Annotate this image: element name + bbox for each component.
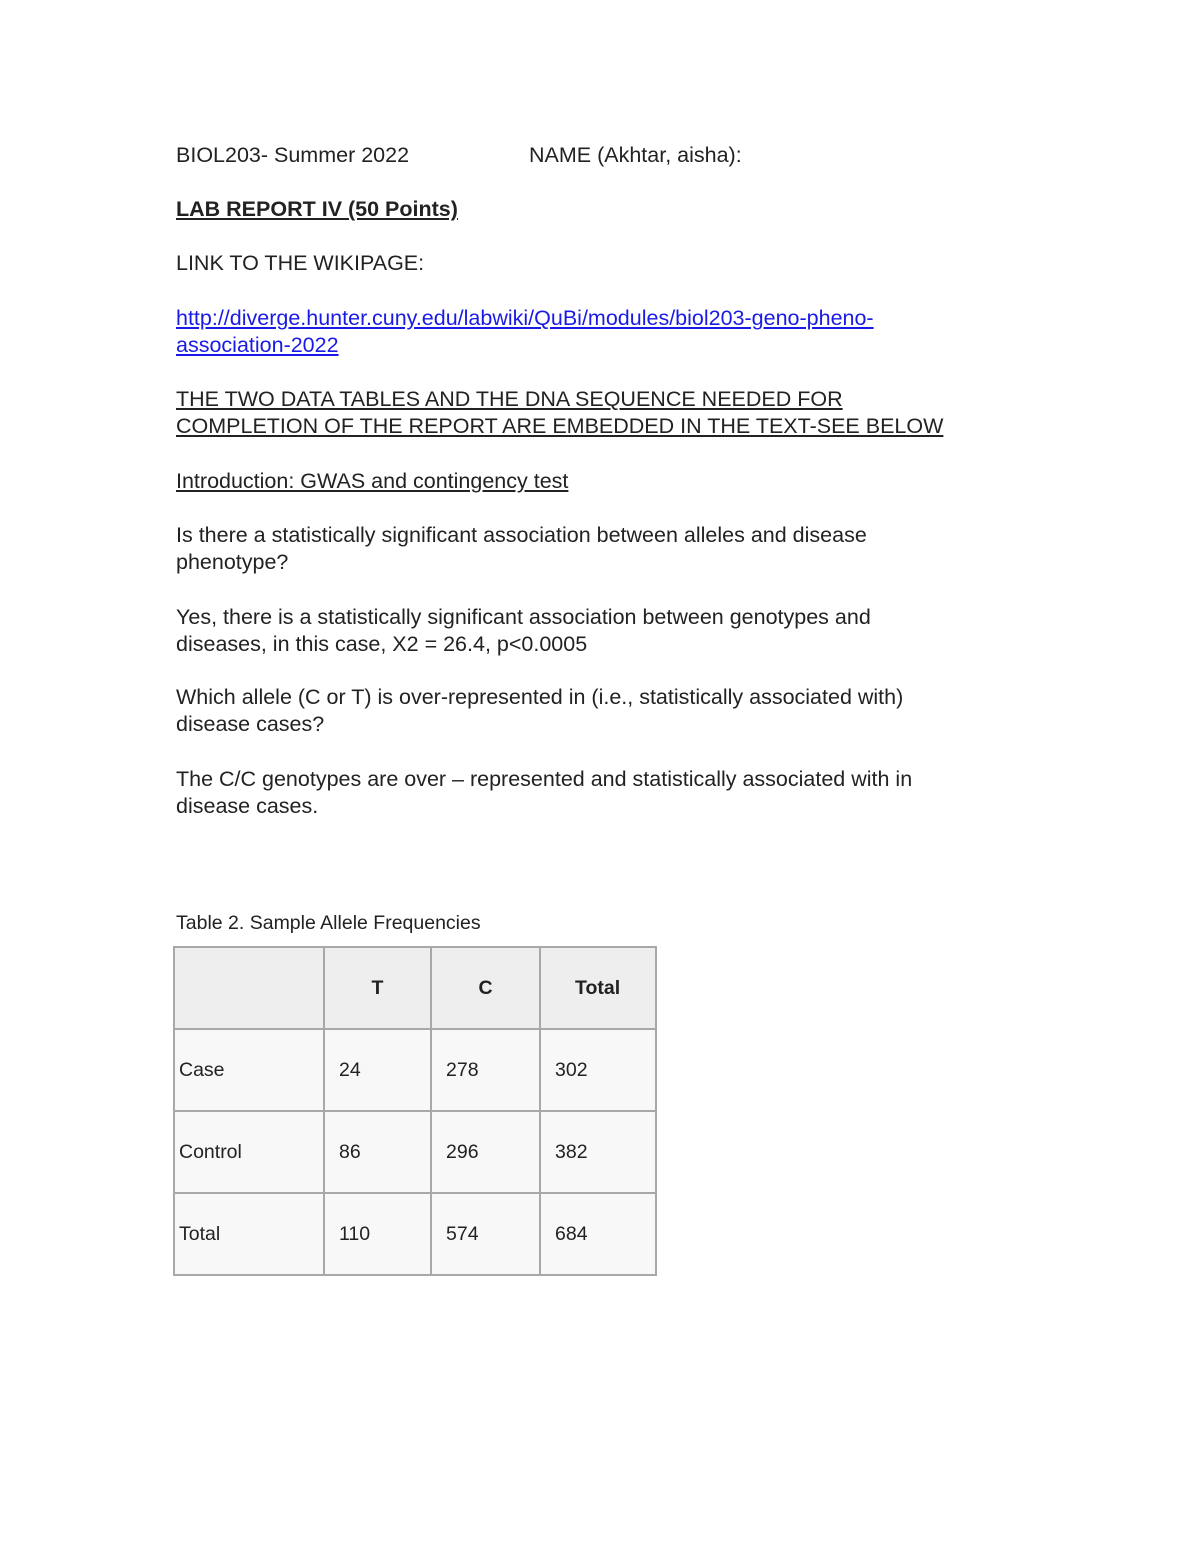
header-cell-total: Total — [540, 947, 656, 1029]
answer-2-line-2: disease cases. — [176, 794, 319, 818]
cell-c: 574 — [431, 1193, 540, 1275]
link-label: LINK TO THE WIKIPAGE: — [176, 251, 425, 275]
cell-c: 278 — [431, 1029, 540, 1111]
cell-t: 86 — [324, 1111, 431, 1193]
intro-heading: Introduction: GWAS and contingency test — [176, 469, 569, 493]
cell-total: 302 — [540, 1029, 656, 1111]
cell-c: 296 — [431, 1111, 540, 1193]
question-2-line-1: Which allele (C or T) is over-represented in (i.e., statistically associated with) — [176, 685, 904, 709]
row-label: Total — [174, 1193, 324, 1275]
report-title: LAB REPORT IV (50 Points) — [176, 197, 458, 221]
answer-1-line-2: diseases, in this case, X2 = 26.4, p<0.0005 — [176, 632, 588, 656]
notice-line-1: THE TWO DATA TABLES AND THE DNA SEQUENCE NEEDED FOR — [176, 387, 843, 411]
answer-2-line-1: The C/C genotypes are over – represented and statistically associated with in — [176, 767, 913, 791]
row-label: Control — [174, 1111, 324, 1193]
notice-line-2: COMPLETION OF THE REPORT ARE EMBEDDED IN THE TEXT-SEE BELOW — [176, 414, 944, 438]
header-cell-empty — [174, 947, 324, 1029]
student-name: NAME (Akhtar, aisha): — [529, 143, 742, 167]
row-label: Case — [174, 1029, 324, 1111]
cell-t: 110 — [324, 1193, 431, 1275]
course-label: BIOL203- Summer 2022 — [176, 143, 410, 167]
table-header-row — [174, 947, 656, 1029]
table-row — [174, 1193, 656, 1275]
header-cell-t: T — [324, 947, 431, 1029]
wiki-link-line-2[interactable]: association-2022 — [176, 333, 339, 357]
table-row — [174, 1029, 656, 1111]
answer-1-line-1: Yes, there is a statistically significant association between genotypes and — [176, 605, 871, 629]
question-2-line-2: disease cases? — [176, 712, 325, 736]
wiki-link-line-1[interactable]: http://diverge.hunter.cuny.edu/labwiki/QuBi/modules/biol203-geno-pheno- — [176, 306, 874, 330]
cell-total: 382 — [540, 1111, 656, 1193]
cell-t: 24 — [324, 1029, 431, 1111]
question-1-line-2: phenotype? — [176, 550, 289, 574]
table-row — [174, 1111, 656, 1193]
question-1-line-1: Is there a statistically significant association between alleles and disease — [176, 523, 867, 547]
allele-frequency-table — [173, 946, 657, 1276]
header-cell-c: C — [431, 947, 540, 1029]
table-caption: Table 2. Sample Allele Frequencies — [176, 912, 481, 934]
cell-total: 684 — [540, 1193, 656, 1275]
